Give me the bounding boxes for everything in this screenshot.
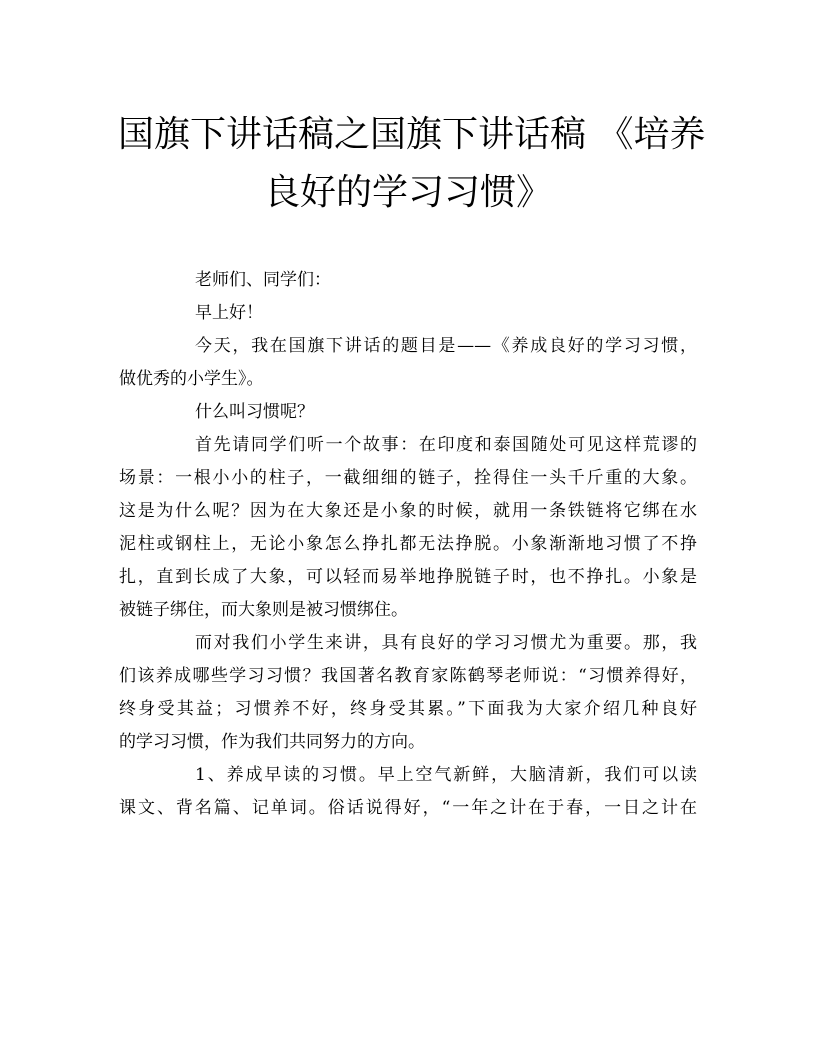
text-line: 泥柱或钢柱上，无论小象怎么挣扎都无法挣脱。小象渐渐地习惯了不挣 [119,534,697,554]
text-line: 课文、背名篇、记单词。俗话说得好，“一年之计在于春，一日之计在 [119,798,697,818]
text-line: 早上好！ [195,303,263,323]
title-line: 国旗下讲话稿之国旗下讲话稿 《培养 [118,114,706,155]
text-line: 而对我们小学生来讲，具有良好的学习习惯尤为重要。那，我 [195,633,697,653]
habits-intro-paragraph [119,627,697,759]
document-body [119,264,697,825]
text-line: 老师们、同学们： [195,270,331,290]
story-paragraph [119,429,697,627]
topic-paragraph [119,330,697,396]
text-line: 们该养成哪些学习习惯？我国著名教育家陈鹤琴老师说：“习惯养得好， [119,666,697,686]
document-title [118,106,706,222]
text-line: 1、养成早读的习惯。早上空气新鲜，大脑清新，我们可以读 [195,765,697,785]
text-line: 今天，我在国旗下讲话的题目是——《养成良好的学习习惯， [195,336,697,356]
question-paragraph [119,396,697,429]
text-line: 什么叫习惯呢？ [195,402,314,422]
text-line: 做优秀的小学生》。 [119,369,264,389]
salutation-paragraph [119,264,697,297]
text-line: 这是为什么呢？因为在大象还是小象的时候，就用一条铁链将它绑在水 [119,501,697,521]
text-line: 首先请同学们听一个故事：在印度和泰国随处可见这样荒谬的 [195,435,697,455]
text-line: 的学习习惯，作为我们共同努力的方向。 [119,732,425,752]
title-line: 良好的学习习惯》 [263,172,552,213]
text-line: 终身受其益；习惯养不好，终身受其累。”下面我为大家介绍几种良好 [119,699,697,719]
greeting-paragraph [119,297,697,330]
morning-reading-paragraph [119,759,697,825]
text-line: 扎，直到长成了大象，可以轻而易举地挣脱链子时，也不挣扎。小象是 [119,567,697,587]
text-line: 场景：一根小小的柱子，一截细细的链子，拴得住一头千斤重的大象。 [119,468,697,488]
text-line: 被链子绑住，而大象则是被习惯绑住。 [119,600,408,620]
